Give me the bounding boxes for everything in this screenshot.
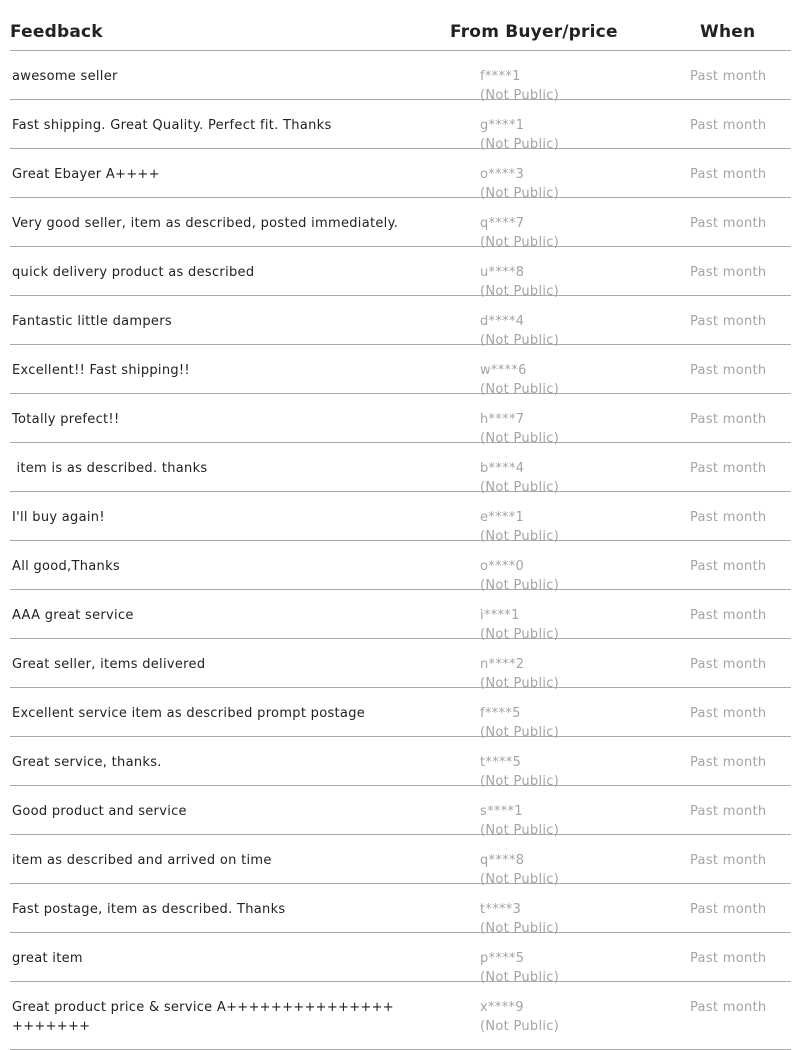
feedback-date: Past month	[690, 265, 767, 280]
feedback-date: Past month	[690, 755, 767, 770]
buyer-id: u****8	[480, 265, 525, 280]
feedback-text: item is as described. thanks	[12, 461, 208, 476]
feedback-text: Fast postage, item as described. Thanks	[12, 902, 286, 917]
table-row	[10, 590, 791, 642]
feedback-text: Fast shipping. Great Quality. Perfect fit. Thanks	[12, 118, 332, 133]
feedback-date: Past month	[690, 167, 767, 182]
table-row	[10, 100, 791, 152]
buyer-privacy-note: (Not Public)	[480, 872, 560, 887]
buyer-id: n****2	[480, 657, 525, 672]
table-row	[10, 198, 791, 250]
buyer-id: q****7	[480, 216, 525, 231]
buyer-privacy-note: (Not Public)	[480, 431, 560, 446]
feedback-date: Past month	[690, 853, 767, 868]
table-row	[10, 345, 791, 397]
buyer-id: o****3	[480, 167, 525, 182]
feedback-date: Past month	[690, 804, 767, 819]
feedback-text: Excellent!! Fast shipping!!	[12, 363, 190, 378]
buyer-privacy-note: (Not Public)	[480, 725, 560, 740]
buyer-id: p****5	[480, 951, 525, 966]
buyer-id: s****1	[480, 804, 523, 819]
feedback-text: Excellent service item as described prompt postage	[12, 706, 366, 721]
buyer-privacy-note: (Not Public)	[480, 774, 560, 789]
feedback-text: AAA great service	[12, 608, 134, 623]
buyer-privacy-note: (Not Public)	[480, 970, 560, 985]
buyer-privacy-note: (Not Public)	[480, 529, 560, 544]
buyer-privacy-note: (Not Public)	[480, 676, 560, 691]
feedback-date: Past month	[690, 216, 767, 231]
buyer-column-header: From Buyer/price	[450, 22, 618, 42]
feedback-text: Totally prefect!!	[12, 412, 120, 427]
feedback-text: Great Ebayer A++++	[12, 167, 160, 182]
buyer-privacy-note: (Not Public)	[480, 1019, 560, 1034]
feedback-date: Past month	[690, 412, 767, 427]
table-row	[10, 296, 791, 348]
buyer-id: b****4	[480, 461, 525, 476]
feedback-date: Past month	[690, 951, 767, 966]
table-row	[10, 835, 791, 887]
buyer-privacy-note: (Not Public)	[480, 627, 560, 642]
table-row	[10, 639, 791, 691]
table-row	[10, 786, 791, 838]
table-row	[10, 982, 791, 1050]
feedback-date: Past month	[690, 1000, 767, 1015]
feedback-date: Past month	[690, 510, 767, 525]
feedback-text: great item	[12, 951, 83, 966]
feedback-text: Good product and service	[12, 804, 187, 819]
buyer-privacy-note: (Not Public)	[480, 333, 560, 348]
table-row	[10, 541, 791, 593]
feedback-text: Very good seller, item as described, posted immediately.	[12, 216, 399, 231]
buyer-id: g****1	[480, 118, 525, 133]
buyer-privacy-note: (Not Public)	[480, 921, 560, 936]
feedback-date: Past month	[690, 902, 767, 917]
feedback-text: I'll buy again!	[12, 510, 105, 525]
table-row	[10, 149, 791, 201]
feedback-text: Great service, thanks.	[12, 755, 162, 770]
feedback-date: Past month	[690, 706, 767, 721]
buyer-privacy-note: (Not Public)	[480, 823, 560, 838]
table-row	[10, 688, 791, 740]
feedback-date: Past month	[690, 559, 767, 574]
buyer-id: d****4	[480, 314, 525, 329]
buyer-id: e****1	[480, 510, 525, 525]
table-row	[10, 933, 791, 985]
buyer-id: t****5	[480, 755, 522, 770]
table-row	[10, 394, 791, 446]
table-row	[10, 737, 791, 789]
feedback-date: Past month	[690, 69, 767, 84]
feedback-text: Fantastic little dampers	[12, 314, 172, 329]
buyer-id: t****3	[480, 902, 522, 917]
buyer-id: h****7	[480, 412, 525, 427]
table-row	[10, 492, 791, 544]
buyer-id: i****1	[480, 608, 520, 623]
buyer-id: x****9	[480, 1000, 524, 1015]
feedback-date: Past month	[690, 608, 767, 623]
feedback-text: All good,Thanks	[12, 559, 120, 574]
when-column-header: When	[700, 22, 756, 42]
feedback-date: Past month	[690, 461, 767, 476]
buyer-privacy-note: (Not Public)	[480, 578, 560, 593]
buyer-cell	[480, 998, 559, 1036]
feedback-date: Past month	[690, 363, 767, 378]
feedback-text: awesome seller	[12, 69, 118, 84]
buyer-privacy-note: (Not Public)	[480, 186, 560, 201]
feedback-text: item as described and arrived on time	[12, 853, 272, 868]
table-header	[10, 0, 791, 51]
buyer-id: o****0	[480, 559, 525, 574]
feedback-text: Great seller, items delivered	[12, 657, 206, 672]
buyer-id: w****6	[480, 363, 527, 378]
buyer-privacy-note: (Not Public)	[480, 480, 560, 495]
buyer-privacy-note: (Not Public)	[480, 88, 560, 103]
feedback-date: Past month	[690, 314, 767, 329]
buyer-privacy-note: (Not Public)	[480, 284, 560, 299]
feedback-table	[10, 0, 791, 1050]
buyer-privacy-note: (Not Public)	[480, 137, 560, 152]
table-row	[10, 884, 791, 936]
feedback-date: Past month	[690, 118, 767, 133]
table-row	[10, 51, 791, 103]
feedback-column-header: Feedback	[10, 22, 103, 42]
table-row	[10, 247, 791, 299]
feedback-text: Great product price & service A+++++++++++++++ +++++++	[12, 1000, 394, 1034]
buyer-id: f****1	[480, 69, 521, 84]
feedback-text: quick delivery product as described	[12, 265, 255, 280]
buyer-privacy-note: (Not Public)	[480, 382, 560, 397]
feedback-date: Past month	[690, 657, 767, 672]
buyer-privacy-note: (Not Public)	[480, 235, 560, 250]
buyer-id: q****8	[480, 853, 525, 868]
buyer-id: f****5	[480, 706, 521, 721]
table-row	[10, 443, 791, 495]
